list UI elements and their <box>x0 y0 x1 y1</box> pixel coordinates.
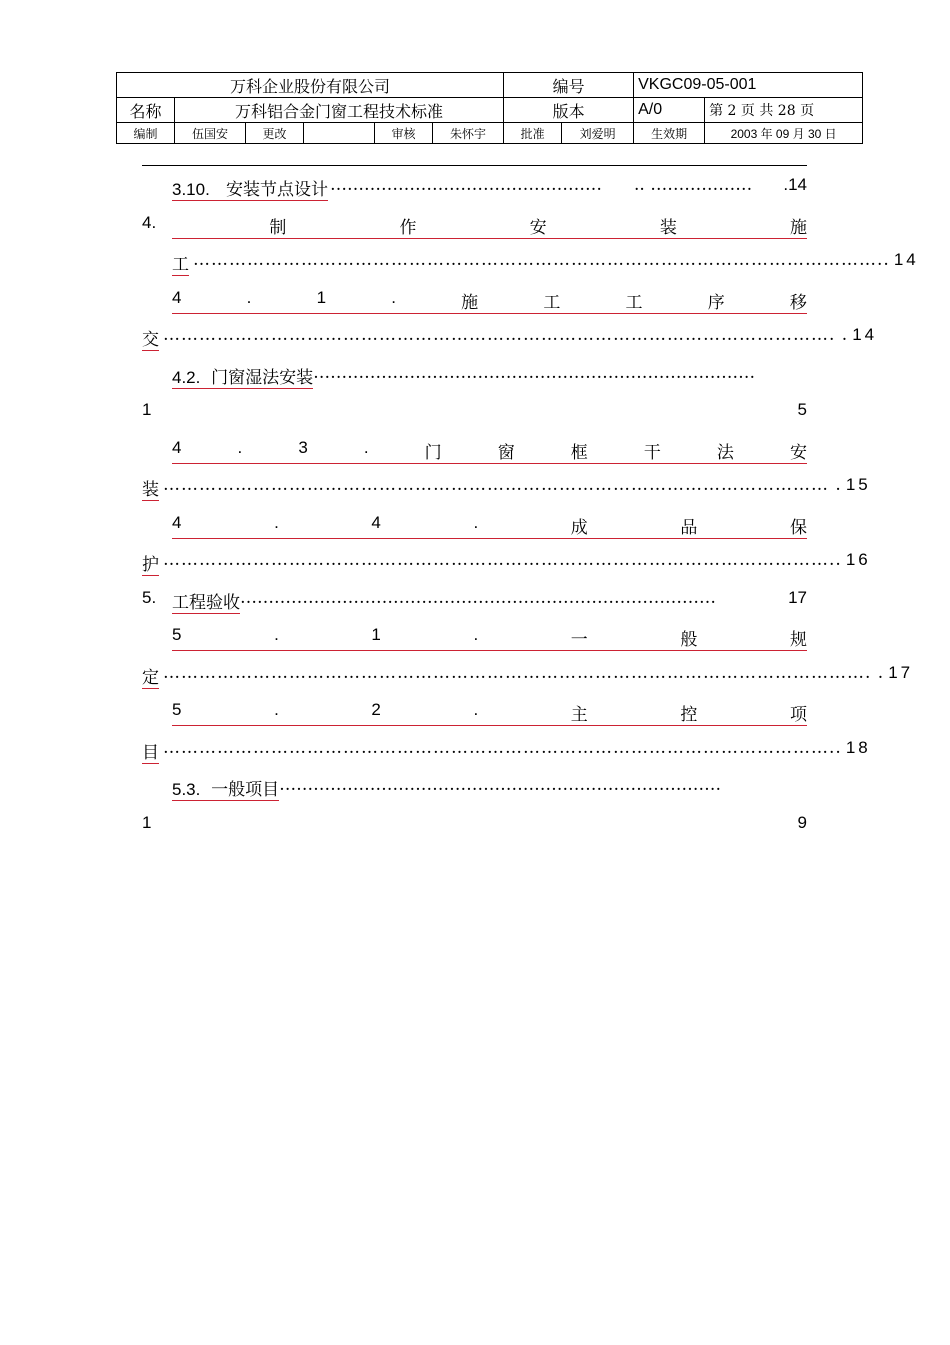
toc-entry-5-3[interactable] <box>142 770 807 808</box>
toc-underline <box>172 238 807 239</box>
toc-entry-4-4-cont[interactable] <box>142 545 871 583</box>
approve-label: 批准 <box>504 123 562 144</box>
toc-title-tail: 交 <box>142 325 159 351</box>
toc-entry-4-1[interactable] <box>142 283 807 321</box>
toc-title-char: 安 <box>789 442 807 463</box>
toc-leader-dots: …………………………………………………………………………………………………….. <box>193 250 890 270</box>
effective-date: 2003 年 09 月 30 日 <box>705 123 863 144</box>
toc-title-char: 4 <box>172 437 182 457</box>
change-label: 更改 <box>246 123 304 144</box>
toc-title-tail: 工 <box>172 250 189 276</box>
toc-title-char: 成 <box>570 517 588 538</box>
toc-title-char: 一 <box>570 630 588 650</box>
toc-title: 安装节点设计 <box>226 180 329 200</box>
toc-title-char: . <box>391 287 396 307</box>
toc-title-tail: 护 <box>142 550 159 576</box>
toc-title-char: 移 <box>789 292 807 313</box>
toc-underline <box>172 313 807 314</box>
toc-entry-4-cont[interactable] <box>142 245 919 283</box>
toc-entry-5-1-cont[interactable] <box>142 658 914 696</box>
toc-entry-4-3[interactable] <box>142 433 807 471</box>
toc-title-char: 法 <box>716 442 734 463</box>
toc-leader-dots: .. ……………… <box>634 175 753 195</box>
name-value: 万科铝合金门窗工程技术标准 <box>175 98 504 123</box>
toc-title-char: 3 <box>298 437 308 457</box>
toc-entry-5-2-cont[interactable] <box>142 733 871 771</box>
toc-title-char: 施 <box>461 292 479 313</box>
toc-page-number: .14 <box>783 175 807 194</box>
toc-page-number-first: 1 <box>142 812 152 832</box>
name-label: 名称 <box>117 98 175 123</box>
toc-page-number: 14 <box>852 325 878 344</box>
toc-entry-4-4[interactable] <box>142 508 807 546</box>
toc-spread-title <box>172 513 807 538</box>
toc-page-number: 15 <box>845 475 871 494</box>
toc-title-char: 1 <box>371 625 381 644</box>
toc-title-char: . <box>246 287 252 307</box>
toc-number: 4.2. <box>172 367 201 387</box>
toc-title-char: 1 <box>316 287 327 307</box>
toc-title-char: 工 <box>625 292 643 313</box>
toc-title-char: . <box>473 512 479 532</box>
toc-leader-dots: ………………………………………………………………………………………………… . <box>163 475 842 495</box>
toc-entry-4-2-cont[interactable] <box>142 395 807 433</box>
toc-title-char: 制 <box>269 217 287 238</box>
toc-leader-dots: …………………………………………………………………………………………………. . <box>163 325 849 345</box>
toc-title-char: 主 <box>570 705 588 725</box>
toc-title-char: 门 <box>424 442 442 463</box>
toc-spread-title <box>172 700 807 725</box>
toc-number: 5.3. <box>172 780 201 799</box>
toc-leader-dots: ………………………………………………………………………………………………………. . <box>163 662 885 683</box>
toc-title-char: 序 <box>707 292 725 313</box>
toc-page-number: 14 <box>893 250 919 269</box>
effective-label: 生效期 <box>634 123 705 144</box>
version-value: A/0 <box>634 98 705 123</box>
toc-page-number: 16 <box>845 550 871 569</box>
toc-entry-5-1[interactable] <box>142 620 807 658</box>
toc-page-number-last: 5 <box>797 400 807 419</box>
toc-title-char: 4 <box>371 512 381 532</box>
toc-title-char: 控 <box>680 705 698 725</box>
toc-title-char: 施 <box>789 217 807 238</box>
toc-title-char: 5 <box>172 700 182 719</box>
toc-page-number: 17 <box>888 662 914 682</box>
page-info: 第 2 页 共 28 页 <box>705 98 863 123</box>
toc-underline <box>172 725 807 726</box>
code-value: VKGC09-05-001 <box>634 73 863 98</box>
toc-title: 一般项目 <box>211 780 280 800</box>
toc-title-char: 4 <box>172 512 182 532</box>
toc-title-char: 窗 <box>497 442 515 463</box>
code-label: 编号 <box>504 73 634 98</box>
toc-title-tail: 目 <box>142 738 159 764</box>
toc-page-number-first: 1 <box>142 400 152 419</box>
toc-underline <box>172 463 807 464</box>
toc-title-char: 安 <box>529 217 547 238</box>
toc-entry-5[interactable] <box>142 583 807 621</box>
toc-title-char: 工 <box>543 292 561 313</box>
toc-title-char: 框 <box>570 442 588 463</box>
toc-spread-title <box>172 625 807 650</box>
toc-spread-title <box>172 288 807 313</box>
toc-page-number-last: 9 <box>797 812 807 832</box>
header-divider <box>142 165 807 166</box>
toc-title-char: . <box>274 625 279 644</box>
toc-page-number: 18 <box>845 737 871 757</box>
toc-leader-dots: ………………………………………………………………………… <box>240 587 716 608</box>
toc-entry-3-10[interactable] <box>142 170 807 208</box>
toc-title-char: 装 <box>659 217 677 238</box>
toc-title-char: 2 <box>371 700 381 719</box>
toc-title-char: 保 <box>789 517 807 538</box>
toc-title-char: 规 <box>789 630 807 650</box>
toc-title-char: 4. <box>142 212 157 232</box>
editor-value: 伍国安 <box>175 123 246 144</box>
toc-title-char: 项 <box>789 705 807 725</box>
toc-title-char: . <box>274 512 279 532</box>
toc-title-char: 般 <box>680 630 698 650</box>
toc-number: 5. <box>142 587 157 607</box>
review-value: 朱怀宇 <box>433 123 504 144</box>
toc-entry-4-3-cont[interactable] <box>142 470 871 508</box>
toc-title-char: . <box>274 700 279 719</box>
toc-underline <box>172 538 807 539</box>
toc-entry-4[interactable] <box>142 208 807 246</box>
toc-title-char: 品 <box>680 517 698 538</box>
toc-title-char: 4 <box>172 287 182 307</box>
toc-entry-4-1-cont[interactable] <box>142 320 878 358</box>
approve-value: 刘爱明 <box>562 123 634 144</box>
toc-leader-dots: …………………………………………………………………… <box>279 775 722 795</box>
table-of-contents <box>142 170 919 845</box>
toc-spread-title <box>172 438 807 463</box>
change-value <box>304 123 375 144</box>
toc-title-char: . <box>473 625 479 644</box>
toc-title: 门窗湿法安装 <box>211 367 314 388</box>
version-label: 版本 <box>504 98 634 123</box>
toc-leader-dots: ………………………………………………………………………………………………….. <box>163 737 842 758</box>
toc-title: 工程验收 <box>172 588 240 614</box>
toc-entry-5-3-cont[interactable] <box>142 808 807 846</box>
toc-title-char: . <box>473 700 479 719</box>
toc-leader-dots: ………………………………………… <box>330 175 603 195</box>
toc-title-tail: 定 <box>142 663 159 689</box>
toc-page-number: 17 <box>788 587 807 607</box>
toc-title-char: . <box>363 437 369 457</box>
toc-title-char: . <box>237 437 243 457</box>
toc-title-char: 作 <box>399 217 417 238</box>
toc-spread-title <box>142 213 807 238</box>
toc-title-char: 干 <box>643 442 661 463</box>
review-label: 审核 <box>375 123 433 144</box>
document-header-table <box>116 72 863 144</box>
editor-label: 编制 <box>117 123 175 144</box>
company-name: 万科企业股份有限公司 <box>117 73 504 98</box>
toc-entry-4-2[interactable] <box>142 358 807 396</box>
toc-number: 3.10. <box>172 180 210 199</box>
toc-leader-dots: ………………………………………………………………………………………………….. <box>163 550 842 570</box>
toc-entry-5-2[interactable] <box>142 695 807 733</box>
toc-title-char: 5 <box>172 625 182 644</box>
toc-title-tail: 装 <box>142 475 159 501</box>
toc-underline <box>172 650 807 651</box>
toc-leader-dots: …………………………………………………………………… <box>313 362 756 383</box>
